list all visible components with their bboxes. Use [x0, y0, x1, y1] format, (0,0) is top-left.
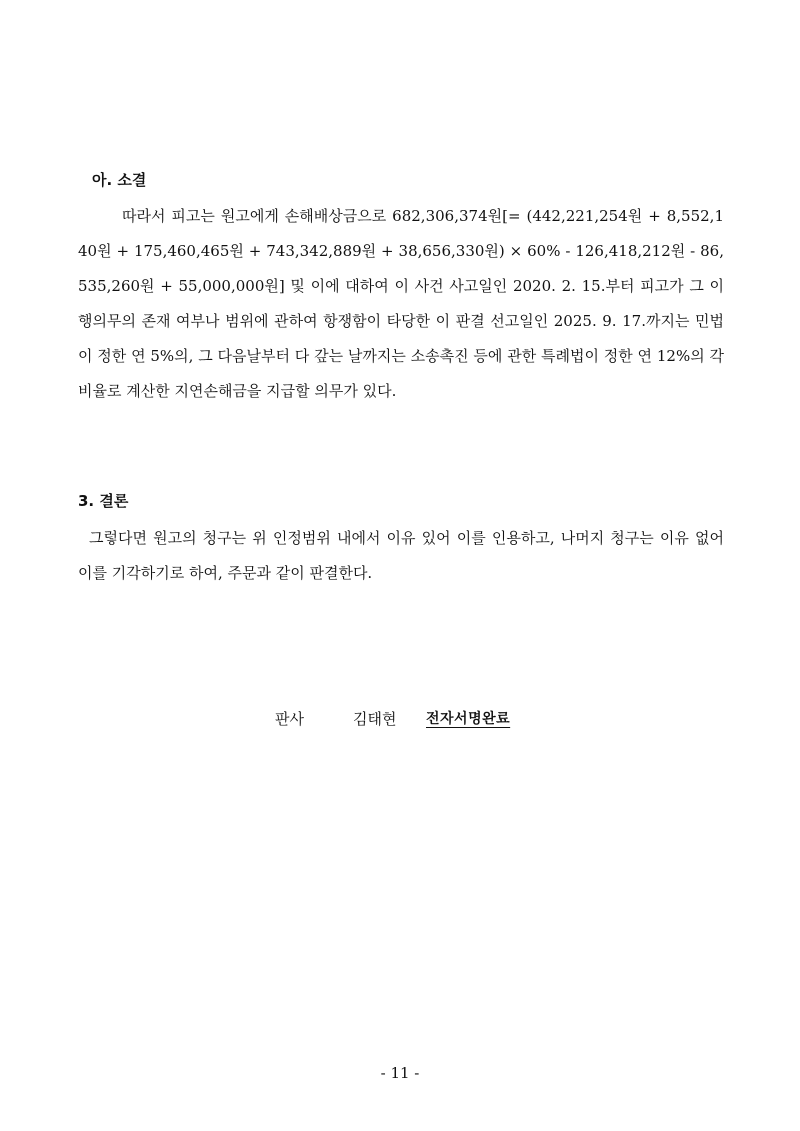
electronic-signature-stamp: 전자서명완료 [426, 711, 511, 727]
page-number: - 11 - [380, 1064, 420, 1082]
judge-name: 김태현 [353, 710, 397, 728]
judge-signature-block [0, 708, 800, 738]
judge-title: 판사 [275, 710, 304, 728]
section-heading-conclusion-summary: 아. 소결 [92, 171, 147, 189]
section-heading-conclusion: 3. 결론 [78, 492, 129, 510]
paragraph-conclusion: 그렇다면 원고의 청구는 위 인정범위 내에서 이유 있어 이를 인용하고, 나머지 청구는 이유 없어 이를 기각하기로 하여, 주문과 같이 판결한다. [78, 529, 724, 582]
paragraph-damages-summary: 따라서 피고는 원고에게 손해배상금으로 682,306,374원[= (442,221,254원 + 8,552,140원 + 175,460,465원 + 743,342,889원 + 38,656,330원) × 60% - 126,418,212원 - 86,535,260원 + 55,000,000원] 및 이에 대하여 이 사건 사고일인 2020. 2. 15.부터 피고가 그 이행의무의 존재 여부나 범위에 관하여 항쟁함이 타당한 이 판결 선고일인 2025. 9. 17.까지는 민법이 정한 연 5%의, 그 다음날부터 다 갚는 날까지는 소송촉진 등에 관한 특례법이 정한 연 12%의 각 비율로 계산한 지연손해금을 지급할 의무가 있다. [78, 207, 724, 400]
